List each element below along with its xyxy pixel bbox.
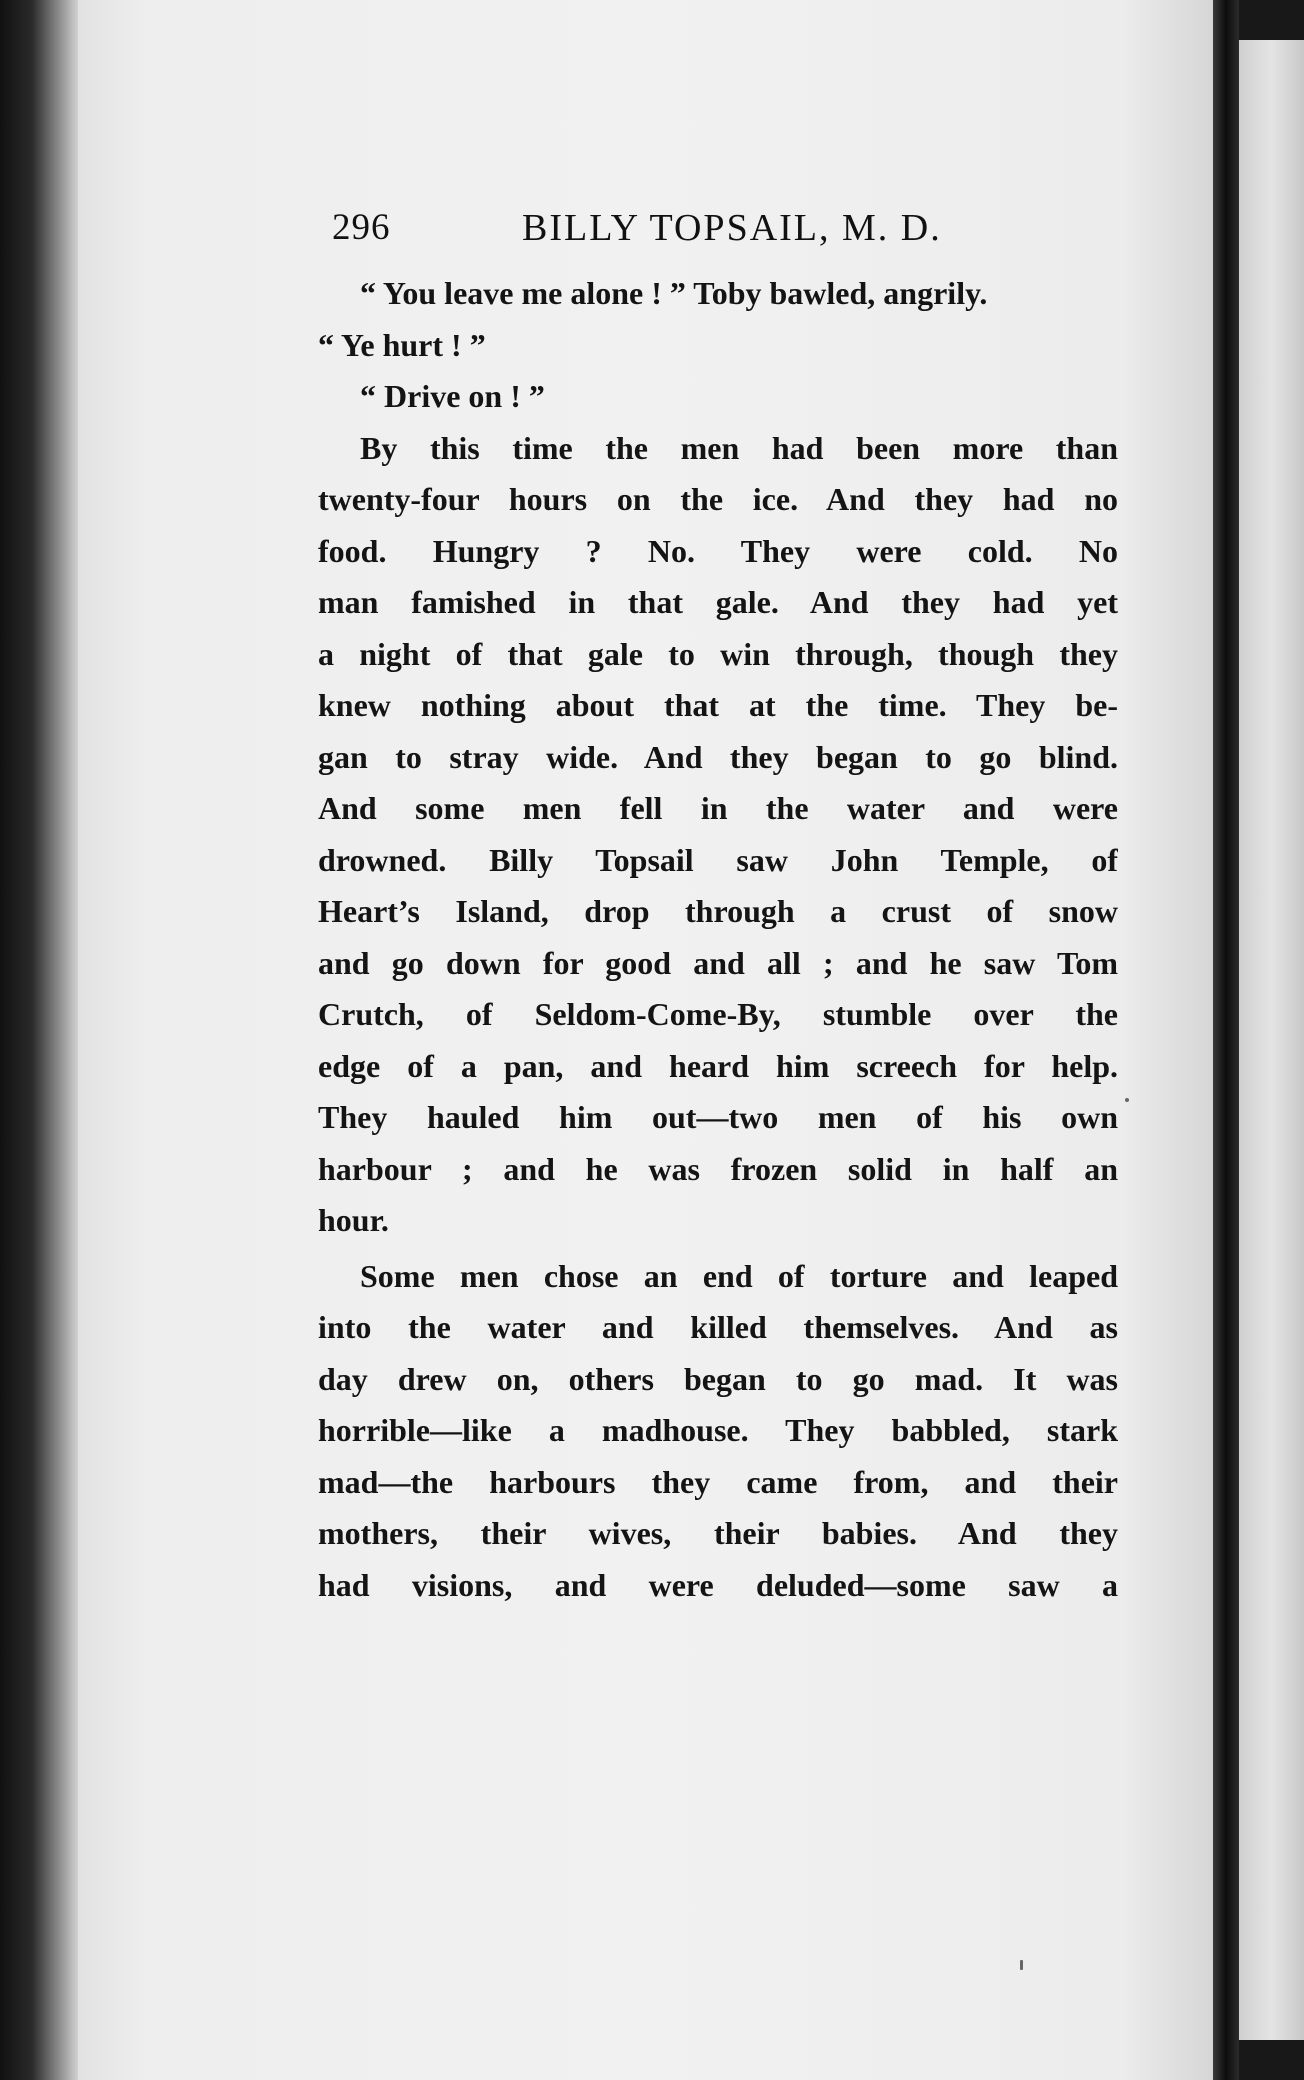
text-line: “ You leave me alone ! ” Toby bawled, angrily. xyxy=(360,275,988,311)
text-line: man famished in that gale. And they had yet xyxy=(318,584,1118,620)
text-line: “ Ye hurt ! ” xyxy=(318,326,486,363)
text-line: And some men fell in the water and were xyxy=(318,790,1118,826)
text-line: into the water and killed themselves. And as xyxy=(318,1309,1118,1345)
page-number: 296 xyxy=(332,207,391,248)
text-line: edge of a pan, and heard him screech for help. xyxy=(318,1047,1118,1084)
text-line: horrible—like a madhouse. They babbled, stark xyxy=(318,1412,1118,1448)
text-line: had visions, and were deluded—some saw a xyxy=(318,1566,1118,1603)
book-cover-edge xyxy=(0,0,80,2080)
text-line: They hauled him out—two men of his own xyxy=(318,1099,1118,1135)
text-line: and go down for good and all ; and he saw Tom xyxy=(318,944,1118,981)
body-text xyxy=(318,268,1118,1611)
scan-speck xyxy=(1125,1098,1129,1102)
text-line: day drew on, others began to go mad. It was xyxy=(318,1360,1118,1397)
text-line: knew nothing about that at the time. They be- xyxy=(318,687,1118,723)
text-line: Heart’s Island, drop through a crust of snow xyxy=(318,893,1118,929)
text-line: “ Drive on ! ” xyxy=(360,378,545,414)
text-line: By this time the men had been more than xyxy=(360,429,1118,466)
text-line: twenty-four hours on the ice. And they had no xyxy=(318,481,1118,517)
page-header xyxy=(332,196,952,256)
running-head: BILLY TOPSAIL, M. D. xyxy=(522,207,942,249)
text-line: drowned. Billy Topsail saw John Temple, of xyxy=(318,841,1118,878)
adjacent-page-edge xyxy=(1239,40,1304,2040)
text-line: gan to stray wide. And they began to go blind. xyxy=(318,738,1118,775)
text-line: Some men chose an end of torture and leaped xyxy=(360,1257,1118,1294)
text-line: mad—the harbours they came from, and their xyxy=(318,1463,1118,1500)
text-line: Crutch, of Seldom-Come-By, stumble over the xyxy=(318,996,1118,1032)
text-line: food. Hungry ? No. They were cold. No xyxy=(318,532,1118,569)
book-gutter xyxy=(1213,0,1239,2080)
text-line: a night of that gale to win through, though they xyxy=(318,635,1118,672)
text-line: hour. xyxy=(318,1202,389,1238)
text-line: mothers, their wives, their babies. And they xyxy=(318,1515,1118,1551)
text-line: harbour ; and he was frozen solid in half an xyxy=(318,1150,1118,1187)
scan-speck xyxy=(1020,1960,1023,1970)
